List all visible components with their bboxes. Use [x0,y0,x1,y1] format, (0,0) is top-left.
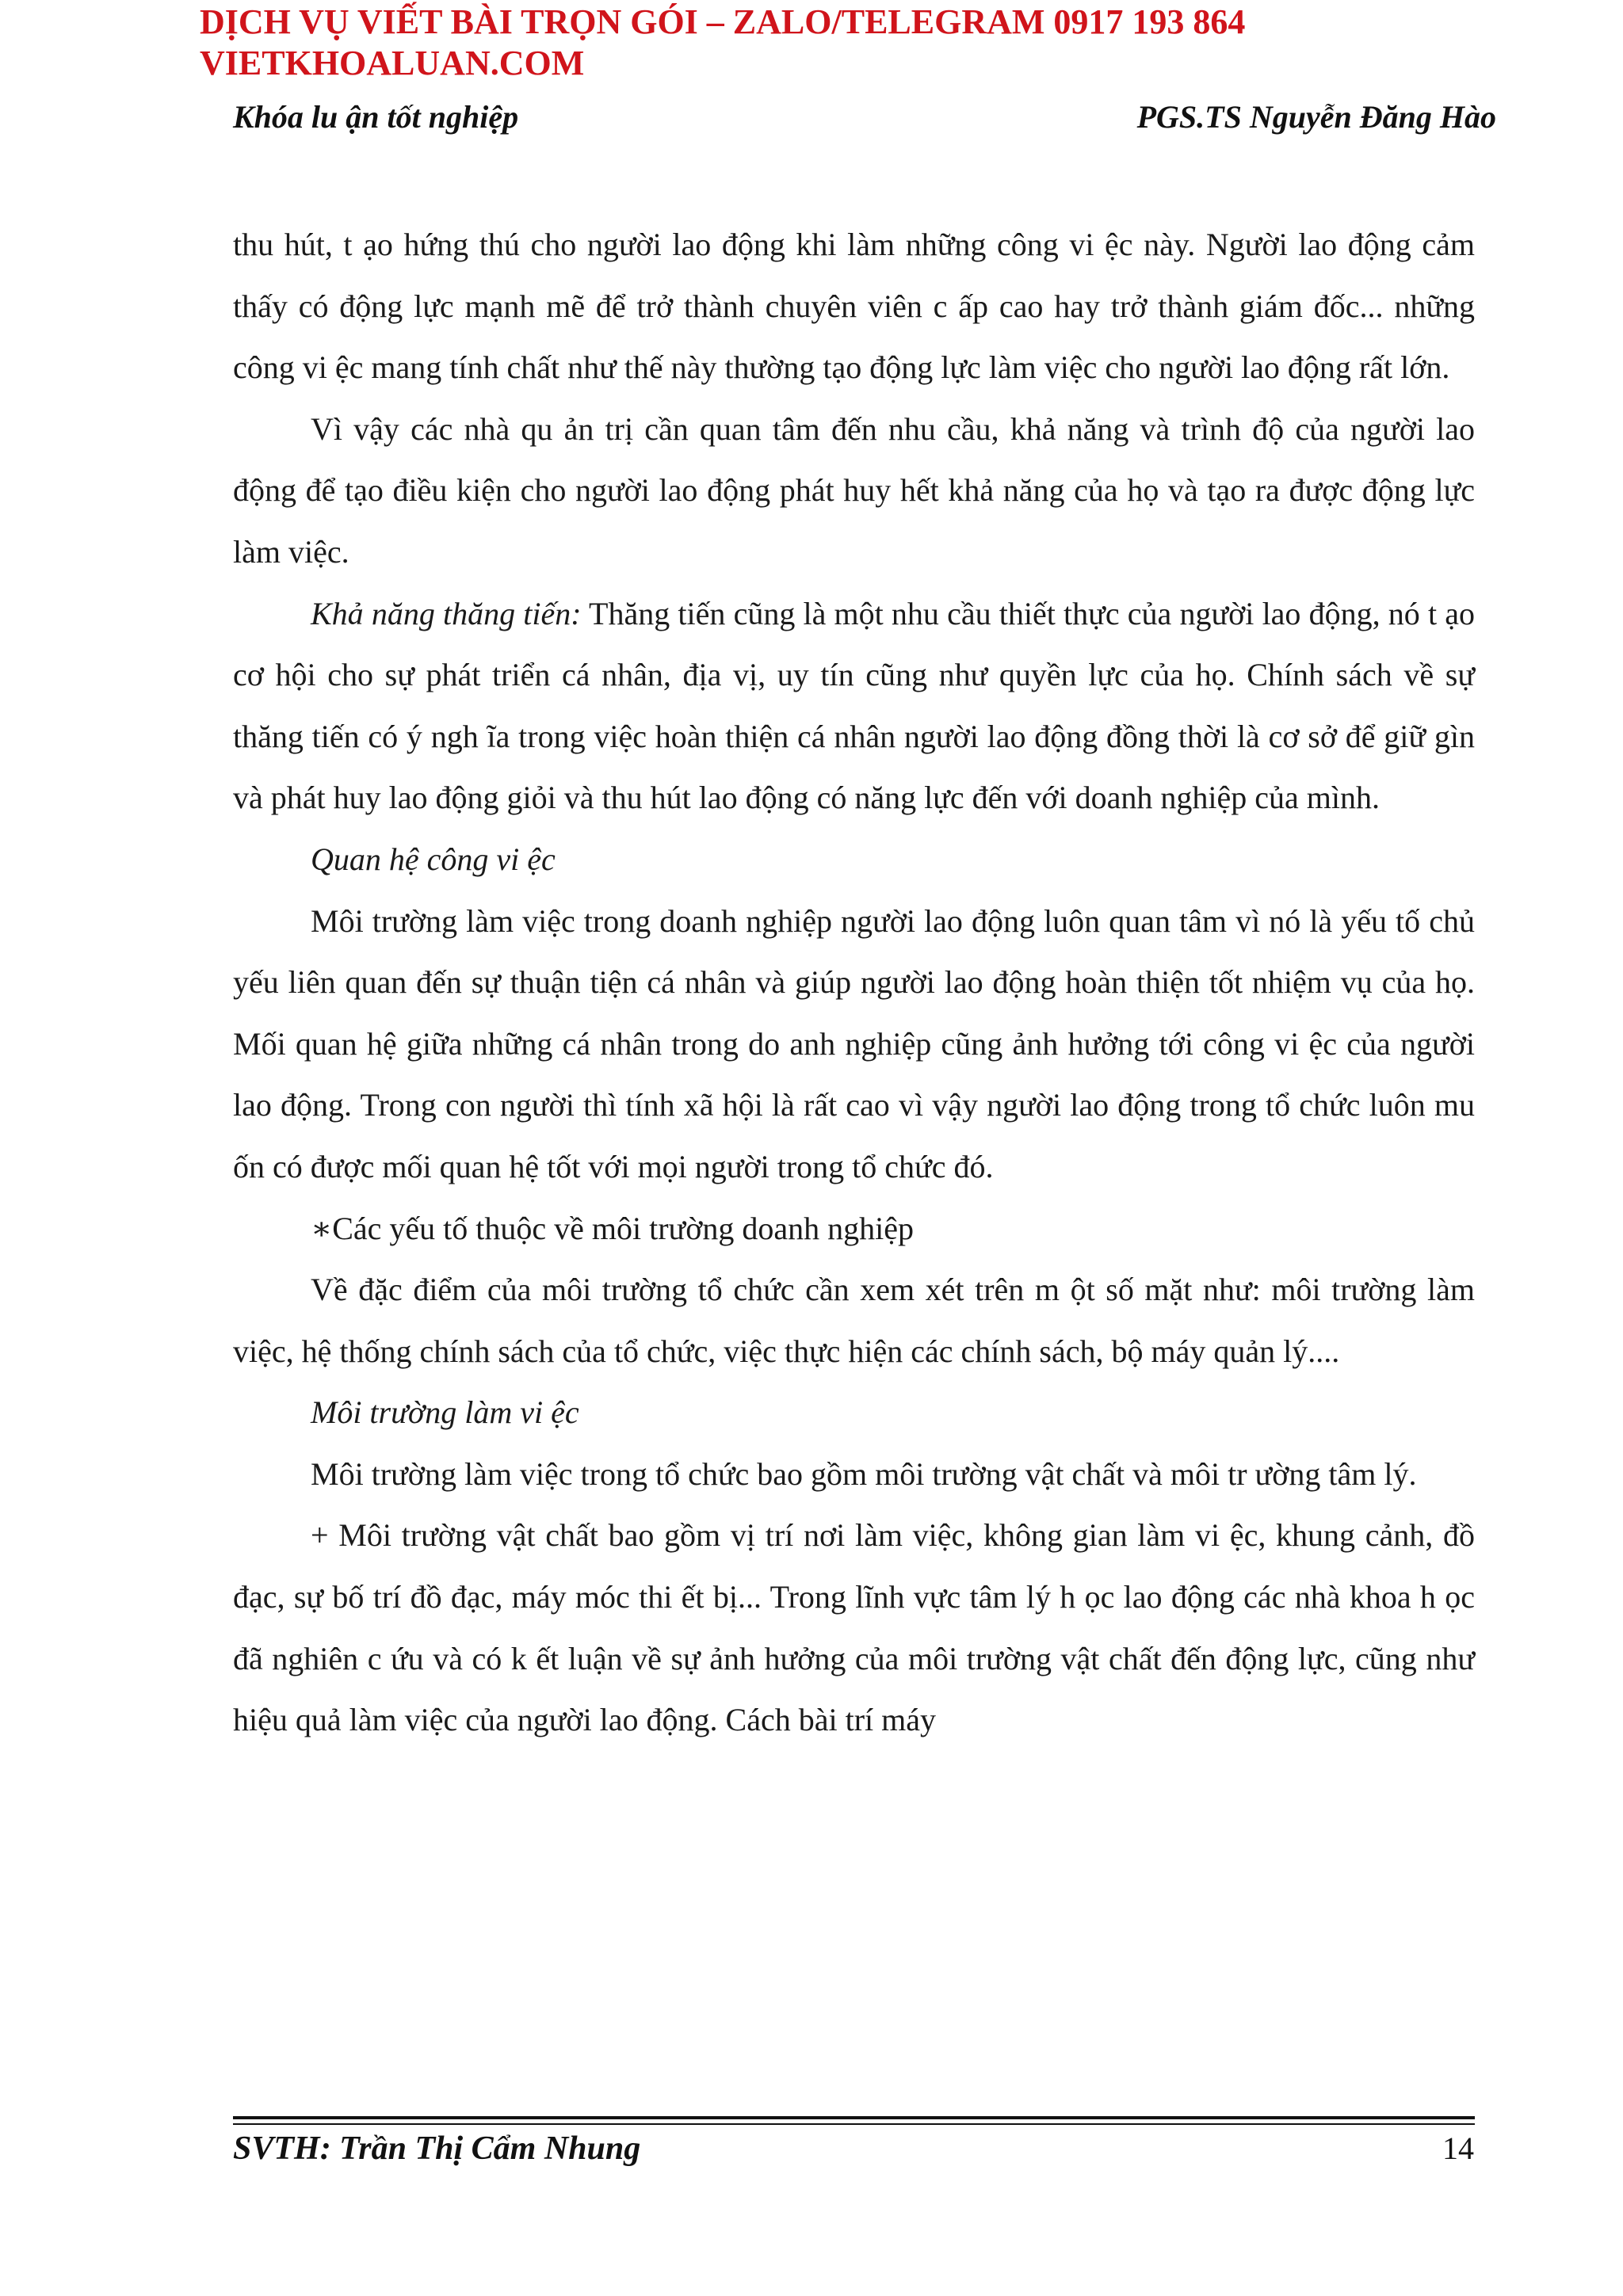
header-document-type: Khóa lu ận tốt nghiệp [233,99,519,135]
subheading-enterprise-environment: ∗Các yếu tố thuộc về môi trường doanh nghiệp [311,1210,914,1246]
paragraph-6: Môi trường làm việc trong tổ chức bao gồm môi trường vật chất và môi tr ường tâm lý. [311,1455,1417,1492]
footer-rule-thick [233,2116,1475,2119]
page-number: 14 [1442,2130,1474,2166]
paragraph-1: thu hút, t ạo hứng thú cho người lao động khi làm những công vi ệc này. Người lao động cảm thấy có động lực mạnh mẽ để trở thành chuyên viên c ấp cao hay trở thành giám đốc... những công vi ệc mang tính chất như thế này thường tạo động lực làm việc cho người lao động rất lớn. [233,227,1475,386]
paragraph-4: Môi trường làm việc trong doanh nghiệp người lao động luôn quan tâm vì nó là yếu tố chủ yếu liên quan đến sự thuận tiện cá nhân và giúp người lao động hoàn thiện tốt nhiệm vụ của họ. Mối quan hệ giữa những cá nhân trong do anh nghiệp cũng ảnh hưởng tới công vi ệc của người lao động. Trong con người thì tính xã hội là rất cao vì vậy người lao động trong tổ chức luôn mu ốn có được mối quan hệ tốt với mọi người trong tổ chức đó. [233,902,1475,1184]
paragraph-3-lead: Khả năng thăng tiến: [311,595,582,631]
paragraph-3 [233,583,1475,829]
subheading-work-relations: Quan hệ công vi ệc [311,841,556,877]
paragraph-5: Về đặc điểm của môi trường tổ chức cần xem xét trên m ột số mặt như: môi trường làm việc, hệ thống chính sách của tổ chức, việc thực hiện các chính sách, bộ máy quản lý.... [233,1272,1475,1369]
promo-banner-line2: VIETKHOALUAN.COM [200,44,585,82]
page-body [233,214,1475,1751]
paragraph-2: Vì vậy các nhà qu ản trị cần quan tâm đến nhu cầu, khả năng và trình độ của người lao động để tạo điều kiện cho người lao động phát huy hết khả năng của họ và tạo ra được động lực làm việc. [233,410,1475,570]
subheading-work-environment: Môi trường làm vi ệc [311,1394,579,1431]
header-advisor: PGS.TS Nguyễn Đăng Hào [1136,99,1496,135]
footer-student: SVTH: Trần Thị Cẩm Nhung [233,2130,641,2167]
promo-banner [200,2,1587,84]
paragraph-7: + Môi trường vật chất bao gồm vị trí nơi làm việc, không gian làm vi ệc, khung cảnh, đồ đạc, sự bố trí đồ đạc, máy móc thi ết bị... Trong lĩnh vực tâm lý h ọc lao động các nhà khoa h ọc đã nghiên c ứu và có k ết luận về sự ảnh hưởng của môi trường vật chất đến động lực, cũng như hiệu quả làm việc của người lao động. Cách bài trí máy [233,1517,1475,1738]
footer-rule-thin [233,2123,1475,2125]
promo-banner-line1: DỊCH VỤ VIẾT BÀI TRỌN GÓI – ZALO/TELEGRAM 0917 193 864 [200,2,1246,41]
paragraph-3-text: Thăng tiến cũng là một nhu cầu thiết thực của người lao động, nó t ạo cơ hội cho sự phát triển cá nhân, địa vị, uy tín cũng như quyền lực của họ. Chính sách về sự thăng tiến có ý ngh ĩa trong việc hoàn thiện cá nhân người lao động đồng thời là cơ sở để giữ gìn và phát huy lao động giỏi và thu hút lao động có năng lực đến với doanh nghiệp của mình. [233,595,1475,816]
